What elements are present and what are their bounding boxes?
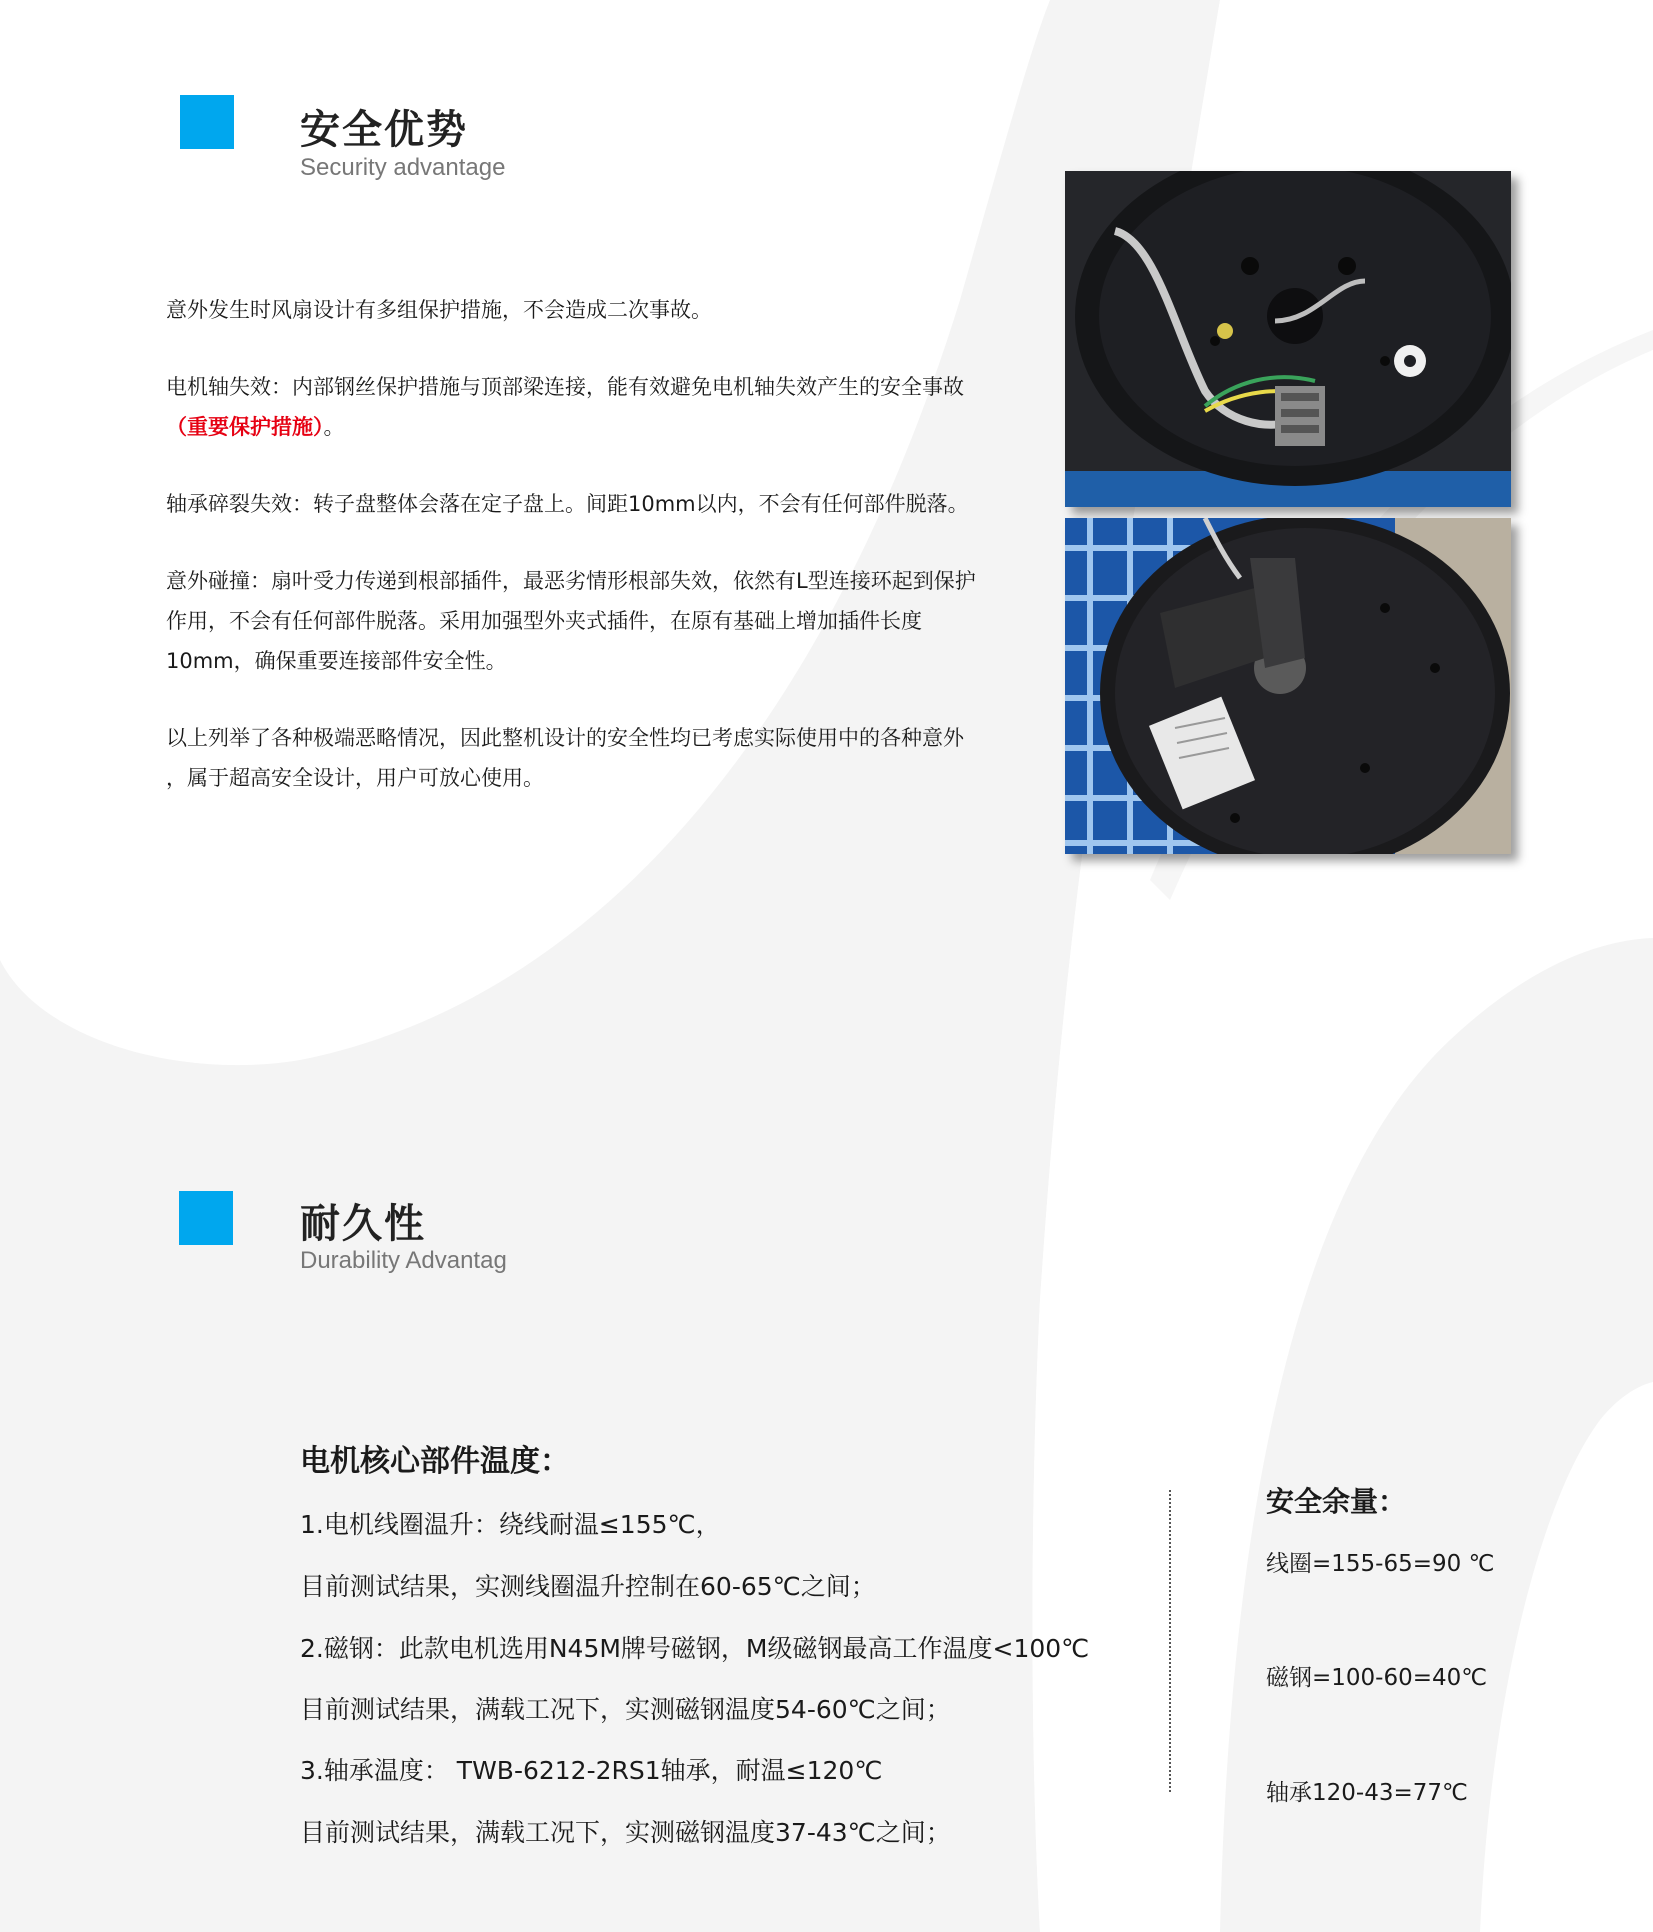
motor-wiring-photo [1065, 171, 1511, 507]
core-line-2: 目前测试结果，实测线圈温升控制在60-65℃之间； [300, 1572, 876, 1601]
security-paragraphs [166, 290, 1026, 798]
security-paragraph-2 [166, 367, 1026, 447]
security-section-marker [180, 95, 234, 149]
important-measure-note: （重要保护措施） [166, 415, 324, 439]
dotted-divider [1169, 1490, 1171, 1792]
security-paragraph-2-line-1: 电机轴失效：内部钢丝保护措施与顶部梁连接，能有效避免电机轴失效产生的安全事故 [166, 375, 964, 399]
security-paragraph-5-line-2: ，属于超高安全设计，用户可放心使用。 [166, 766, 544, 790]
safety-margin-magnet: 磁钢=100-60=40℃ [1266, 1665, 1488, 1691]
durability-section-marker [179, 1191, 233, 1245]
durability-subtitle: Durability Advantag [300, 1247, 507, 1274]
security-paragraph-1 [166, 290, 1026, 330]
safety-margin-coil: 线圈=155-65=90 ℃ [1266, 1551, 1495, 1577]
core-line-5: 3.轴承温度： TWB-6212-2RS1轴承，耐温≤120℃ [300, 1756, 883, 1785]
core-line-6: 目前测试结果，满载工况下，实测磁钢温度37-43℃之间； [300, 1818, 951, 1847]
safety-margin-bearing: 轴承120-43=77℃ [1266, 1780, 1468, 1806]
core-line-4: 目前测试结果，满载工况下，实测磁钢温度54-60℃之间； [300, 1695, 951, 1724]
security-paragraph-4-line-1: 意外碰撞：扇叶受力传递到根部插件，最恶劣情形根部失效，依然有L型连接环起到保护 [166, 569, 976, 593]
security-paragraph-3-line-1: 轴承碎裂失效：转子盘整体会落在定子盘上。间距10mm以内，不会有任何部件脱落。 [166, 492, 969, 516]
core-line-3: 2.磁钢：此款电机选用N45M牌号磁钢，M级磁钢最高工作温度<100℃ [300, 1634, 1090, 1663]
security-paragraph-3 [166, 484, 1026, 524]
security-paragraph-1-line-1: 意外发生时风扇设计有多组保护措施，不会造成二次事故。 [166, 298, 712, 322]
security-paragraph-2-end: 。 [323, 415, 345, 439]
security-paragraph-4-line-2: 作用，不会有任何部件脱落。采用加强型外夹式插件，在原有基础上增加插件长度 [166, 609, 922, 633]
core-line-1: 1.电机线圈温升：绕线耐温≤155℃， [300, 1510, 721, 1539]
security-paragraph-4-line-3: 10mm，确保重要连接部件安全性。 [166, 649, 507, 673]
security-paragraph-5 [166, 718, 1026, 798]
durability-title: 耐久性 [300, 1201, 426, 1247]
security-subtitle: Security advantage [300, 154, 506, 181]
security-title: 安全优势 [300, 107, 468, 153]
security-paragraph-4 [166, 561, 1026, 681]
motor-disc-photo [1065, 518, 1511, 854]
safety-margin-title: 安全余量： [1266, 1485, 1407, 1518]
security-paragraph-5-line-1: 以上列举了各种极端恶略情况，因此整机设计的安全性均已考虑实际使用中的各种意外 [166, 726, 964, 750]
motor-core-temperature-title: 电机核心部件温度： [300, 1444, 570, 1479]
